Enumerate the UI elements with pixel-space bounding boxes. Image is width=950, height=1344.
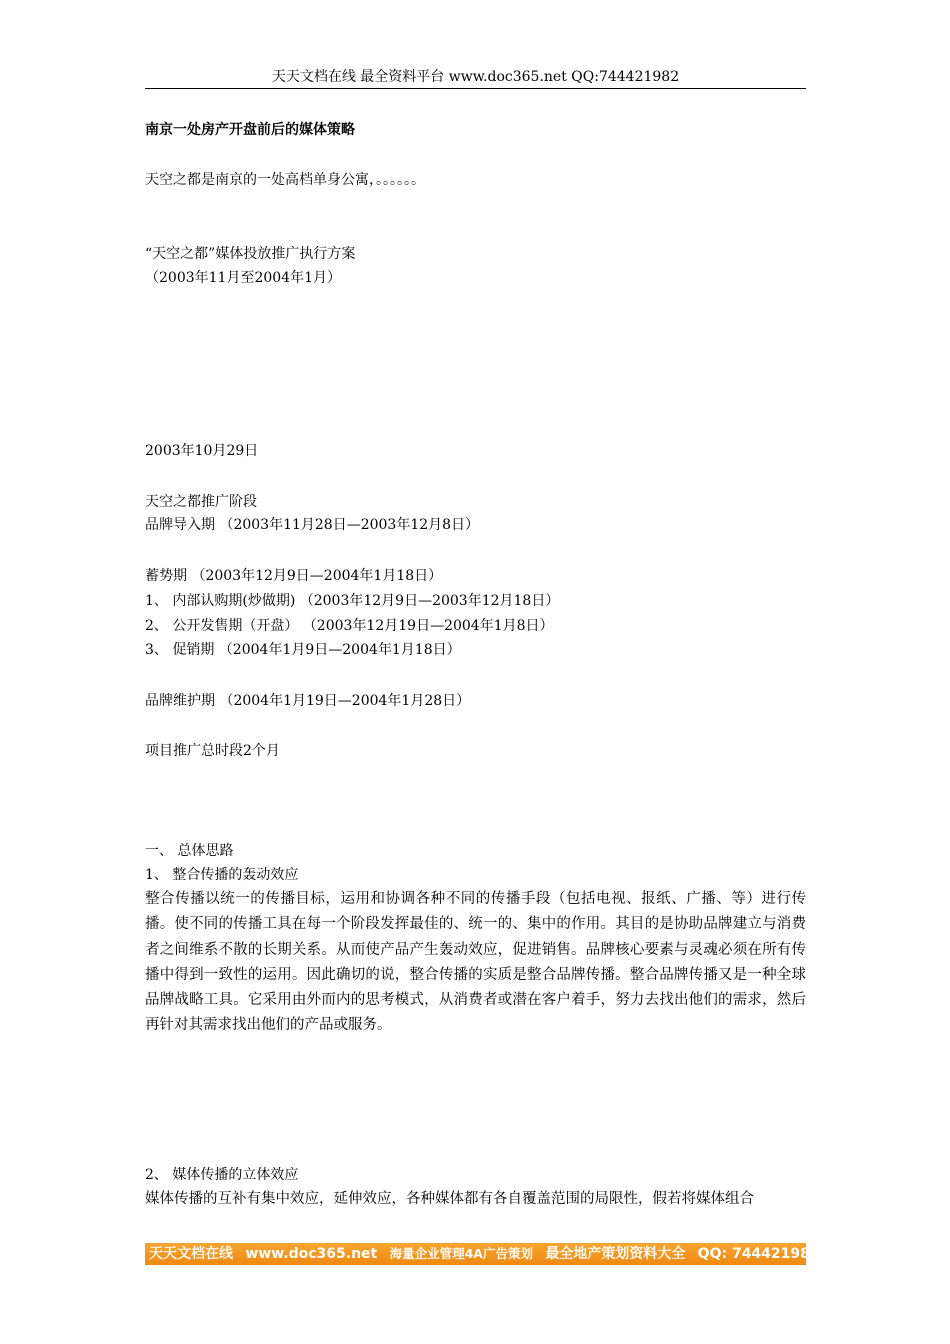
header-divider [145, 88, 806, 89]
footer-qq: QQ: 744421982 [697, 1246, 820, 1262]
stages-heading: 天空之都推广阶段 [145, 494, 257, 510]
plan-title: “天空之都”媒体投放推广执行方案 [145, 246, 356, 262]
list-item: 1、 内部认购期(炒做期) （2003年12月9日—2003年12月18日） [145, 593, 560, 609]
footer-url[interactable]: www.doc365.net [245, 1246, 378, 1262]
stage-build-up: 蓄势期 （2003年12月9日—2004年1月18日） [145, 568, 443, 584]
footer-site-name: 天天文档在线 [149, 1246, 233, 1262]
list-item: 3、 促销期 （2004年1月9日—2004年1月18日） [145, 642, 461, 658]
footer-tagline-2: 最全地产策划资料大全 [545, 1246, 686, 1262]
stage-brand-maintenance: 品牌维护期 （2004年1月19日—2004年1月28日） [145, 693, 471, 709]
document-date: 2003年10月29日 [145, 443, 259, 459]
stage-brand-intro: 品牌导入期 （2003年11月28日—2003年12月8日） [145, 517, 480, 533]
intro-text: 天空之都是南京的一处高档单身公寓，。。。。。。 [145, 172, 425, 188]
subsection-heading: 2、 媒体传播的立体效应 [145, 1167, 299, 1183]
subsection-body: 整合传播以统一的传播目标，运用和协调各种不同的传播手段（包括电视、报纸、广播、等）进行传播。使不同的传播工具在每一个阶段发挥最佳的、统一的、集中的作用。其目的是协助品牌建立与消费者之间维系不散的长期关系。从而使产品产生轰动效应，促进销售。品牌核心要素与灵魂必须在所有传播中得到一致性的运用。因此确切的说，整合传播的实质是整合品牌传播。整合品牌传播又是一种全球品牌战略工具。它采用由外而内的思考模式，从消费者或潜在客户着手，努力去找出他们的需求，然后再针对其需求找出他们的产品或服务。 [145, 891, 806, 1034]
list-item: 2、 公开发售期（开盘） （2003年12月19日—2004年1月8日） [145, 618, 554, 634]
section-heading: 一、 总体思路 [145, 843, 234, 859]
subsection-body: 媒体传播的互补有集中效应，延伸效应，各种媒体都有各自覆盖范围的局限性，假若将媒体组合 [145, 1191, 754, 1207]
plan-period: （2003年11月至2004年1月） [145, 270, 341, 286]
footer-banner [145, 1243, 820, 1265]
subsection-heading: 1、 整合传播的轰动效应 [145, 867, 299, 883]
total-duration: 项目推广总时段2个月 [145, 743, 280, 759]
page-header: 天天文档在线 最全资料平台 www.doc365.net QQ:744421982 [271, 69, 680, 85]
footer-tagline: 海量企业管理4A广告策划 [389, 1246, 533, 1261]
document-title: 南京一处房产开盘前后的媒体策略 [145, 122, 355, 138]
